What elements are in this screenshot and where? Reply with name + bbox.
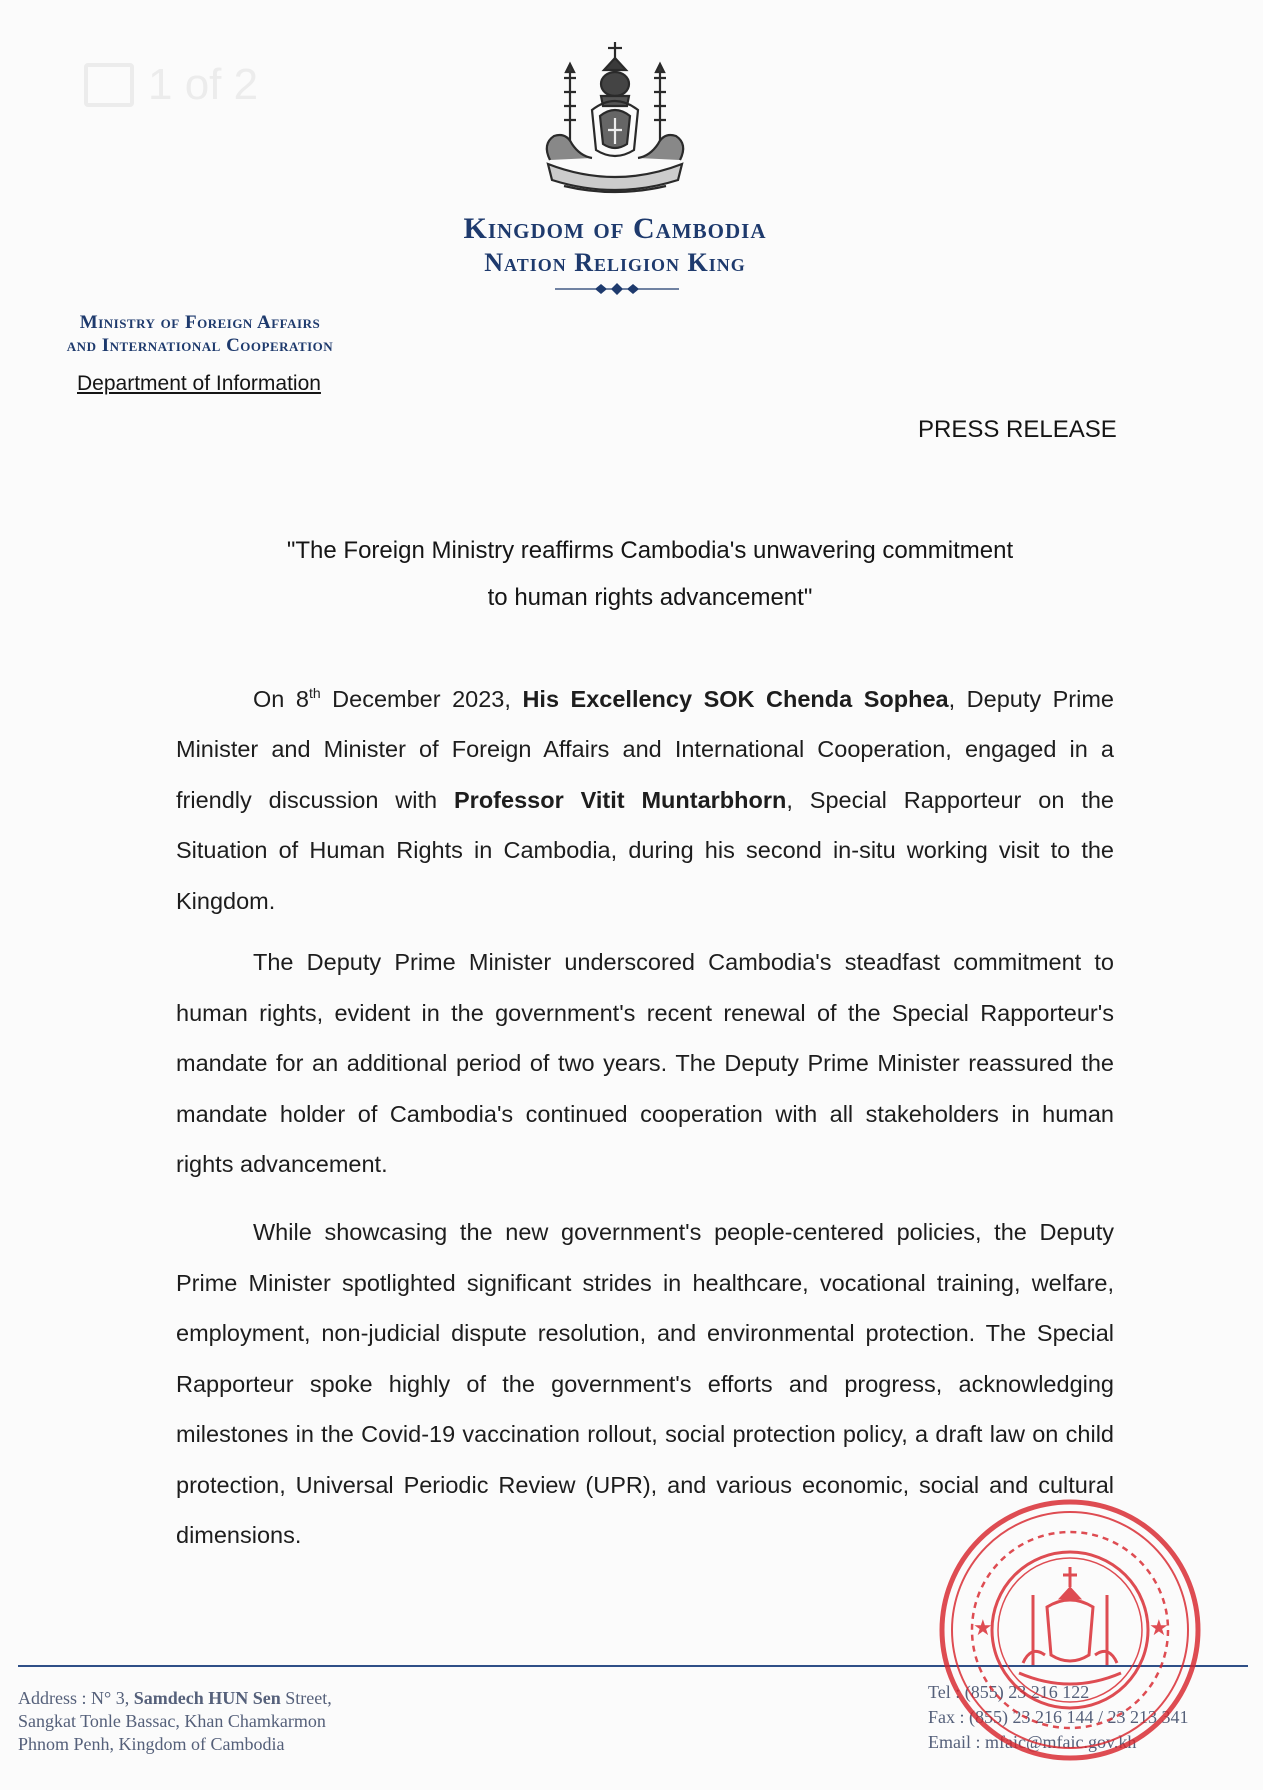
address-street-suffix: Street, [280,1688,332,1708]
p1-date: December 2023, [320,685,523,712]
p1-ordinal: th [308,685,321,701]
document-type: PRESS RELEASE [918,416,1117,443]
address-line1 [18,1688,332,1709]
p2-text: The Deputy Prime Minister underscored Cambodia's steadfast commitment to human rights, evident in the government's recent renewal of the Special Rapporteur's mandate for an additional period of two years. The Deputy Prime Minister reassured the mandate holder of Cambodia's continued cooperation with all stakeholders in human rights advancement. [176,949,1114,1177]
official-seal-stamp-icon [935,1495,1205,1765]
headline-line1: "The Foreign Ministry reaffirms Cambodia's unwavering commitment [286,537,1014,564]
headline-line2: to human rights advancement" [487,584,813,611]
royal-crest-icon [530,40,700,200]
address-prefix: Address : N° 3, [18,1688,134,1708]
address-line2: Sangkat Tonle Bassac, Khan Chamkarmon [18,1711,326,1731]
department-name: Department of Information [77,372,321,395]
national-motto: Nation Religion King [484,248,746,277]
address-street-name: Samdech HUN Sen [133,1688,281,1708]
p1-person: His Excellency SOK Chenda Sophea [522,685,949,712]
p1-mid: , Deputy Prime Minister and Minister of Foreign Affairs and International Cooperation, engaged in a friendly discussion with [176,685,1114,813]
p1-on: On 8 [253,685,309,712]
contact-fax: Fax : (855) 23 216 144 / 23 213 341 [928,1707,1189,1727]
page-icon [84,63,134,107]
ministry-name-line2: and International Cooperation [66,335,334,356]
ministry-name-line1: Ministry of Foreign Affairs [79,312,321,333]
ornament-divider-icon [555,282,679,296]
p3-text: While showcasing the new government's people-centered policies, the Deputy Prime Minister spotlighted significant strides in healthcare, vocational training, welfare, employment, non-judicial dispute resolution, and environmental protection. The Special Rapporteur spoke highly of the government's efforts and progress, acknowledging milestones in the Covid-19 vaccination rollout, social protection policy, a draft law on child protection, Universal Periodic Review (UPR), and various economic, social and cultural dimensions. [176,1219,1114,1548]
contact-email: Email : mfaic@mfaic.gov.kh [928,1732,1137,1752]
page-indicator-text: 1 of 2 [148,60,259,109]
body-paragraph-1 [176,668,1114,926]
svg-text:★: ★ [1149,1616,1169,1641]
page-indicator [84,60,258,110]
contact-tel: Tel : (855) 23 216 122 [928,1682,1090,1702]
body-paragraph-2 [176,937,1114,1190]
address-line3: Phnom Penh, Kingdom of Cambodia [18,1734,285,1754]
p1-end: , Special Rapporteur on the Situation of Human Rights in Cambodia, during his second in-situ working visit to the Kingdom. [176,786,1114,914]
kingdom-title: Kingdom of Cambodia [463,212,767,245]
p1-professor: Professor Vitit Muntarbhorn [454,786,787,813]
svg-text:★: ★ [973,1616,993,1641]
